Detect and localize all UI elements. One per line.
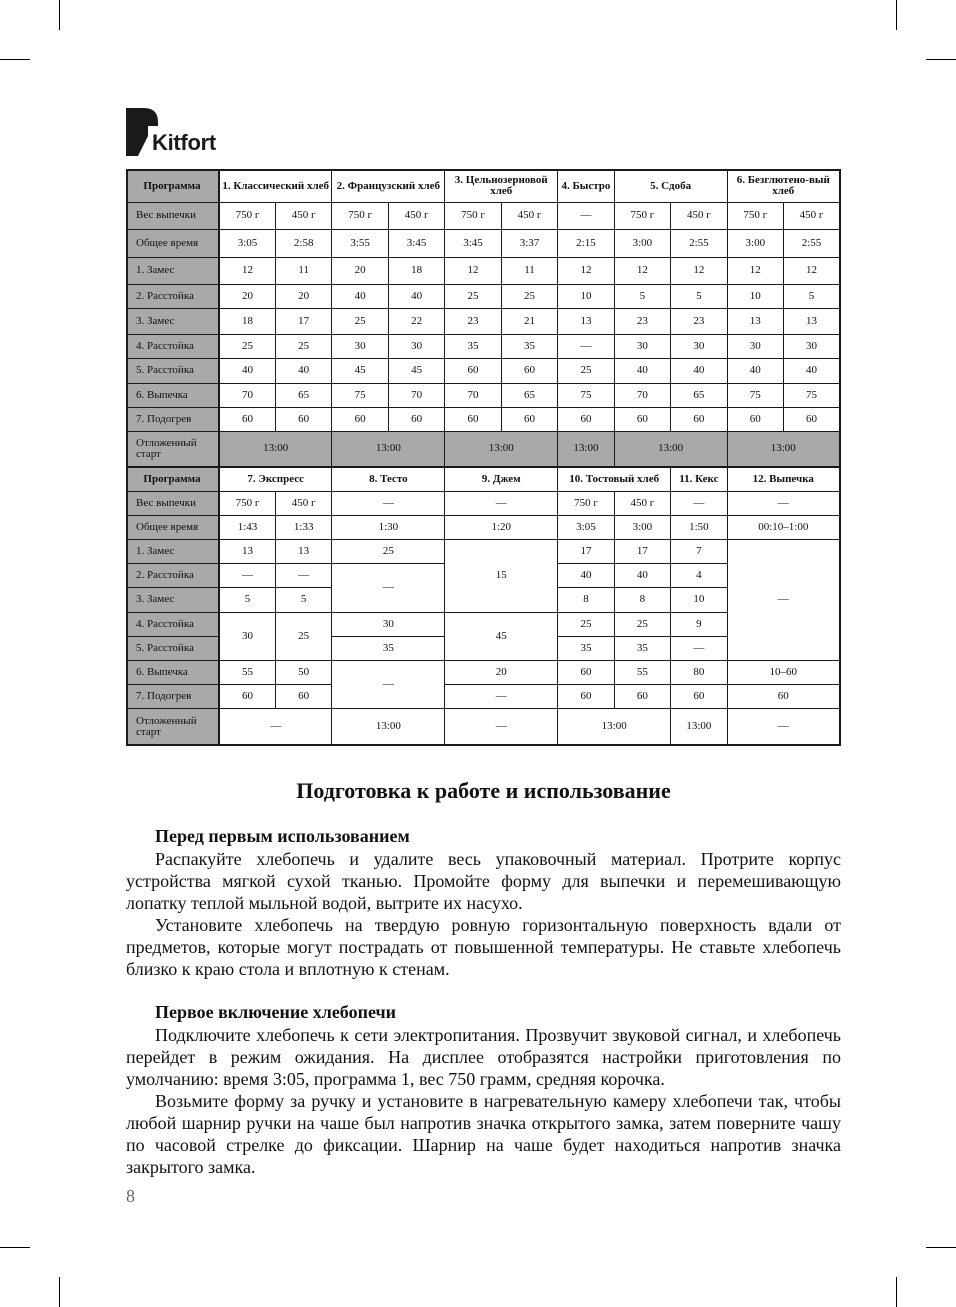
cell: 40	[784, 358, 840, 383]
cell: —	[558, 202, 614, 229]
crop-mark	[59, 1277, 60, 1307]
cell: 450 г	[501, 202, 557, 229]
cell: 65	[501, 383, 557, 407]
step-rows	[127, 257, 840, 431]
cell: —	[445, 709, 558, 745]
first-power-on-paragraph-1: Подключите хлебопечь к сети электропитания. Прозвучит звуковой сигнал, и хлебопечь перейдет в режим ожидания. На дисплее отобразятся настройки приготовления по умолчанию: время 3:05, программа 1, вес 750 грамм, средняя корочка.	[126, 1025, 841, 1089]
table-row	[127, 407, 840, 431]
cell: 60	[614, 407, 670, 431]
cell: 30	[332, 334, 388, 358]
row-label: 3. Замес	[127, 588, 219, 612]
cell: 75	[332, 383, 388, 407]
kitfort-logo	[126, 108, 246, 158]
cell: 17	[558, 540, 614, 564]
cell: 25	[501, 284, 557, 308]
cell: 30	[671, 334, 727, 358]
cell: —	[445, 491, 558, 515]
cell: 25	[332, 540, 445, 564]
cell: 11	[275, 257, 331, 284]
cell: 70	[614, 383, 670, 407]
cell: 40	[388, 284, 444, 308]
header-program-8: 8. Тесто	[332, 467, 445, 491]
cell: 60	[671, 407, 727, 431]
cell: 75	[727, 383, 783, 407]
cell: 25	[219, 334, 275, 358]
cell: 10	[558, 284, 614, 308]
table-row	[127, 685, 840, 709]
table-row	[127, 383, 840, 407]
cell: 3:05	[219, 229, 275, 257]
cell: 13:00	[727, 431, 840, 467]
cell: 17	[614, 540, 670, 564]
cell: 80	[671, 660, 727, 684]
row-label: 2. Расстойка	[127, 284, 219, 308]
row-label: 4. Расстойка	[127, 612, 219, 636]
row-label: Общее время	[127, 229, 219, 257]
cell: 12	[558, 257, 614, 284]
table-row	[127, 358, 840, 383]
cell: 60	[501, 358, 557, 383]
cell: 8	[614, 588, 670, 612]
row-label: Вес выпечки	[127, 491, 219, 515]
table-header-row	[127, 170, 840, 202]
cell: 18	[388, 257, 444, 284]
row-label: 1. Замес	[127, 540, 219, 564]
cell: 23	[671, 308, 727, 334]
program-table-2	[126, 466, 841, 746]
cell: 13:00	[558, 709, 671, 745]
cell: 25	[445, 284, 501, 308]
header-program-4: 4. Быстро	[558, 170, 614, 202]
cell: 10–60	[727, 660, 840, 684]
table-row	[127, 491, 840, 515]
cell: —	[558, 334, 614, 358]
cell: 40	[219, 358, 275, 383]
cell: 7	[671, 540, 727, 564]
cell: 13:00	[445, 431, 558, 467]
cell: 70	[445, 383, 501, 407]
table-row	[127, 709, 840, 745]
row-label: 4. Расстойка	[127, 334, 219, 358]
cell: 5	[671, 284, 727, 308]
cell: 25	[614, 612, 670, 636]
header-program-6: 6. Безглютено-вый хлеб	[727, 170, 840, 202]
cell: 13:00	[332, 709, 445, 745]
row-label: Вес выпечки	[127, 202, 219, 229]
cell: 25	[275, 334, 331, 358]
before-first-use-paragraph-1: Распакуйте хлебопечь и удалите весь упаковочный материал. Протрите корпус устройства мягкой сухой тканью. Промойте форму для выпечки и перемешивающую лопатку теплой мыльной водой, вытрите их насухо.	[126, 849, 841, 913]
crop-mark	[59, 0, 60, 30]
table-row	[127, 308, 840, 334]
table-row	[127, 257, 840, 284]
cell: 12	[614, 257, 670, 284]
cell: 13	[558, 308, 614, 334]
cell: 750 г	[219, 491, 275, 515]
cell: 3:45	[445, 229, 501, 257]
cell: 3:45	[388, 229, 444, 257]
cell: 13:00	[614, 431, 727, 467]
cell: 40	[614, 564, 670, 588]
cell: 22	[388, 308, 444, 334]
header-program-9: 9. Джем	[445, 467, 558, 491]
cell: 750 г	[727, 202, 783, 229]
cell: 15	[445, 540, 558, 613]
cell: 55	[219, 660, 275, 684]
cell: 60	[558, 407, 614, 431]
cell: 3:00	[727, 229, 783, 257]
cell: 750 г	[614, 202, 670, 229]
cell: 750 г	[332, 202, 388, 229]
table-row	[127, 229, 840, 257]
cell: 30	[784, 334, 840, 358]
cell: 20	[275, 284, 331, 308]
cell: 2:58	[275, 229, 331, 257]
cell: 750 г	[558, 491, 614, 515]
cell: 35	[501, 334, 557, 358]
cell: —	[445, 685, 558, 709]
cell: 13	[219, 540, 275, 564]
cell: 60	[275, 685, 331, 709]
row-label: 6. Выпечка	[127, 383, 219, 407]
cell: —	[727, 491, 840, 515]
before-first-use-heading: Перед первым использованием	[155, 826, 410, 846]
cell: 9	[671, 612, 727, 636]
cell: 10	[671, 588, 727, 612]
cell: 8	[558, 588, 614, 612]
cell: 60	[445, 407, 501, 431]
cell: 40	[275, 358, 331, 383]
first-power-on-paragraph-2: Возьмите форму за ручку и установите в нагревательную камеру хлебопечи так, чтобы любой шарнир ручки на чаше был напротив значка открытого замка, затем поверните чашу по часовой стрелке до фиксации. Шарнир на чаше будет находиться напротив значка закрытого замка.	[126, 1091, 841, 1177]
cell: 60	[445, 358, 501, 383]
cell: 25	[558, 358, 614, 383]
cell: 65	[275, 383, 331, 407]
cell: 3:00	[614, 229, 670, 257]
cell: —	[332, 660, 445, 708]
header-program-7: 7. Экспресс	[219, 467, 332, 491]
cell: 60	[727, 407, 783, 431]
cell: 60	[784, 407, 840, 431]
cell: 11	[501, 257, 557, 284]
cell: 40	[558, 564, 614, 588]
first-power-on-heading: Первое включение хлебопечи	[155, 1002, 397, 1022]
crop-mark	[926, 59, 956, 60]
cell: —	[332, 564, 445, 612]
cell: 55	[614, 660, 670, 684]
cell: 30	[388, 334, 444, 358]
header-program-12: 12. Выпечка	[727, 467, 840, 491]
row-label: Отложенный старт	[127, 709, 219, 745]
cell: 18	[219, 308, 275, 334]
before-first-use-paragraph-2: Установите хлебопечь на твердую ровную горизонтальную поверхность вдали от предметов, которые могут пострадать от повышенной температуры. Не ставьте хлебопечь близко к краю стола и вплотную к стенам.	[126, 915, 841, 979]
cell: 450 г	[671, 202, 727, 229]
row-label: 6. Выпечка	[127, 660, 219, 684]
header-program-5: 5. Сдоба	[614, 170, 727, 202]
cell: 60	[501, 407, 557, 431]
cell: 12	[219, 257, 275, 284]
table-row	[127, 515, 840, 539]
cell: 60	[671, 685, 727, 709]
cell: 17	[275, 308, 331, 334]
row-label: 5. Расстойка	[127, 358, 219, 383]
crop-mark	[0, 59, 30, 60]
row-label: Общее время	[127, 515, 219, 539]
cell: 75	[784, 383, 840, 407]
cell: 13:00	[671, 709, 727, 745]
cell: 60	[332, 407, 388, 431]
cell: 3:00	[614, 515, 670, 539]
cell: 45	[445, 612, 558, 660]
cell: 3:37	[501, 229, 557, 257]
cell: 35	[332, 636, 445, 660]
row-label: 3. Замес	[127, 308, 219, 334]
cell: 00:10–1:00	[727, 515, 840, 539]
cell: 1:30	[332, 515, 445, 539]
cell: 13	[275, 540, 331, 564]
cell: 40	[727, 358, 783, 383]
cell: 5	[784, 284, 840, 308]
cell: 1:50	[671, 515, 727, 539]
cell: 450 г	[614, 491, 670, 515]
cell: —	[275, 564, 331, 588]
table-row	[127, 202, 840, 229]
cell: 12	[671, 257, 727, 284]
cell: 60	[219, 407, 275, 431]
table-row	[127, 284, 840, 308]
row-label: 1. Замес	[127, 257, 219, 284]
cell: 35	[558, 636, 614, 660]
crop-mark	[0, 1247, 30, 1248]
row-label: 2. Расстойка	[127, 564, 219, 588]
cell: 23	[445, 308, 501, 334]
brand-name: Kitfort	[152, 130, 216, 155]
cell: 50	[275, 660, 331, 684]
header-program-10: 10. Тостовый хлеб	[558, 467, 671, 491]
header-program: Программа	[127, 170, 219, 202]
section-title: Подготовка к работе и использование	[296, 778, 671, 803]
cell: 1:33	[275, 515, 331, 539]
header-program: Программа	[127, 467, 219, 491]
table-row	[127, 431, 840, 467]
row-label: 5. Расстойка	[127, 636, 219, 660]
cell: 1:20	[445, 515, 558, 539]
header-program-3: 3. Цельнозерновой хлеб	[445, 170, 558, 202]
table-header-row	[127, 467, 840, 491]
cell: 3:55	[332, 229, 388, 257]
cell: 5	[614, 284, 670, 308]
cell: 60	[727, 685, 840, 709]
cell: 2:55	[671, 229, 727, 257]
table-row	[127, 334, 840, 358]
cell: 35	[614, 636, 670, 660]
header-program-1: 1. Классический хлеб	[219, 170, 332, 202]
cell: 40	[614, 358, 670, 383]
cell: 60	[558, 660, 614, 684]
table-row	[127, 540, 840, 564]
cell: —	[671, 491, 727, 515]
cell: 450 г	[275, 202, 331, 229]
cell: 30	[614, 334, 670, 358]
cell: 60	[219, 685, 275, 709]
cell: 35	[445, 334, 501, 358]
cell: 30	[332, 612, 445, 636]
cell: —	[727, 709, 840, 745]
cell: 13:00	[219, 431, 332, 467]
cell: 60	[388, 407, 444, 431]
program-table-1	[126, 169, 841, 468]
cell: 10	[727, 284, 783, 308]
cell: 25	[558, 612, 614, 636]
crop-mark	[896, 1277, 897, 1307]
cell: 60	[275, 407, 331, 431]
cell: 70	[388, 383, 444, 407]
cell: 21	[501, 308, 557, 334]
cell: —	[671, 636, 727, 660]
cell: 30	[727, 334, 783, 358]
cell: 65	[671, 383, 727, 407]
cell: 12	[445, 257, 501, 284]
cell: 25	[275, 612, 331, 660]
table-row	[127, 660, 840, 684]
cell: 12	[727, 257, 783, 284]
cell: —	[727, 540, 840, 661]
cell: 25	[332, 308, 388, 334]
cell: 2:55	[784, 229, 840, 257]
cell: 60	[614, 685, 670, 709]
cell: 20	[332, 257, 388, 284]
row-label: 7. Подогрев	[127, 407, 219, 431]
cell: 12	[784, 257, 840, 284]
cell: 60	[558, 685, 614, 709]
cell: 20	[219, 284, 275, 308]
cell: 75	[558, 383, 614, 407]
cell: 13:00	[332, 431, 445, 467]
page-number: 8	[126, 1186, 135, 1206]
cell: 2:15	[558, 229, 614, 257]
cell: 45	[388, 358, 444, 383]
cell: 20	[445, 660, 558, 684]
cell: 45	[332, 358, 388, 383]
cell: 30	[219, 612, 275, 660]
cell: 40	[332, 284, 388, 308]
cell: 750 г	[219, 202, 275, 229]
row-label: 7. Подогрев	[127, 685, 219, 709]
crop-mark	[926, 1247, 956, 1248]
row-label: Отложенный старт	[127, 431, 219, 467]
cell: 13	[727, 308, 783, 334]
cell: 4	[671, 564, 727, 588]
header-program-2: 2. Французский хлеб	[332, 170, 445, 202]
cell: —	[332, 491, 445, 515]
header-program-11: 11. Кекс	[671, 467, 727, 491]
cell: 750 г	[445, 202, 501, 229]
crop-mark	[896, 0, 897, 30]
cell: 40	[671, 358, 727, 383]
cell: 13:00	[558, 431, 614, 467]
cell: 3:05	[558, 515, 614, 539]
cell: 450 г	[275, 491, 331, 515]
cell: 450 г	[388, 202, 444, 229]
cell: 23	[614, 308, 670, 334]
cell: —	[219, 709, 332, 745]
cell: 70	[219, 383, 275, 407]
cell: 5	[275, 588, 331, 612]
cell: 5	[219, 588, 275, 612]
cell: —	[219, 564, 275, 588]
cell: 1:43	[219, 515, 275, 539]
cell: 13	[784, 308, 840, 334]
cell: 450 г	[784, 202, 840, 229]
